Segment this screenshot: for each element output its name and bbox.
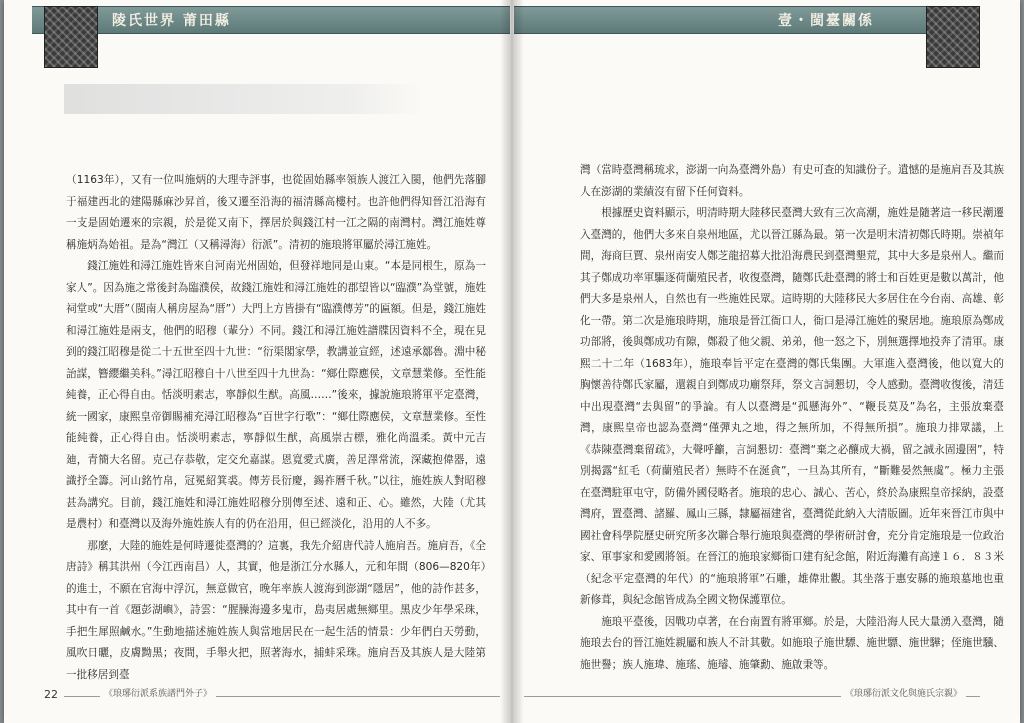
left-body-text [66,170,486,686]
page-number: 22 [44,688,58,701]
left-footer-text: 《琅琊衍派系族譜門外子》 [100,686,216,699]
right-paragraph: 施琅平臺後，因戰功卓著，在台南置有將軍鄉。於是，大陸沿海人民大量湧入臺灣，隨施琅去台的晉江施姓親屬和族人不計其數。如施琅子施世驃、施世驃、施世驊；侄施世驥、施世譽；族人施瑋、施瑤、施璿、施肇勳、施啟秉等。 [580,615,1004,671]
left-page [4,0,510,723]
left-paragraph: 那麼，大陸的施姓是何時遷徙臺灣的？這裏，我先介紹唐代詩人施肩吾。施肩吾，《全唐詩》稱其洪州（今江西南昌）人，其實，他是浙江分水縣人，元和年間（806—820年）的進士，不願在官海中浮沉，無意做官，晚年率族人渡海到澎湖“隱居”，他的詩作甚多，其中有一首《題彭湖嶼》，詩雲：“腥臊海邊多鬼市，島夷居處無鄉里。黑皮少年學采珠，手把生犀照鹹水。”生動地描述施姓族人與當地居民在一起生活的情景：少年們白天勞動，風吹日曬，皮膚黝黑；夜間，手舉火把，照著海水，捕蚌采珠。施肩吾及其族人是大陸第一批移居到臺 [66,539,486,681]
right-header-title: 壹・閩臺關係 [778,13,874,29]
left-header-band [32,6,510,34]
right-header-band [514,6,960,34]
lattice-emblem-icon [926,6,980,68]
right-paragraph: 根據歷史資料顯示，明清時期大陸移民臺灣大致有三次高潮，施姓是隨著這一移民潮遷入臺灣的，他們大多來自泉州地區，尤以晉江縣為最。第一次是明末清初鄭氏時期。崇禎年間，海商巨賈、泉州南安人鄭芝龍招募大批沿海農民到臺灣墾荒，其中大多是泉州人。繼而其子鄭成功率軍驅逐荷蘭殖民者，收復臺灣，隨鄭氏赴臺灣的將士和百姓更是數以萬計，他們大多是泉州人，自然也有一些施姓民眾。這時期的大陸移民大多居住在今台南、高雄、彰化一帶。第二次是施琅時期，施琅是晉江衙口人，衙口是潯江施姓的聚居地。施琅原為鄭成功部將，後與鄭成功有隙，鄭殺了他父親、弟弟，他一怒之下，別無選擇地投奔了清軍。康熙二十二年（1683年），施琅奉旨平定在臺灣的鄭氏集團。大軍進入臺灣後，他以寬大的胸懷善待鄭氏家屬，還親自到鄭成功廟祭拜，祭文言詞懇切，令人感動。臺灣收復後，清廷中出現臺灣“去與留”的爭論。有人以臺灣是“孤懸海外”、“鞭長莫及”為名，主張放棄臺灣，康熙皇帝也認為臺灣“僅彈丸之地，得之無所加，不得無所損”。施琅力排眾議，上《恭陳臺灣棄留疏》，大聲呼籲，言詞懇切：臺灣“棄之必釀成大禍，留之誠永固邊圉”，特別揭露“紅毛（荷蘭殖民者）無時不在涎貪”，一旦為其所有，“斷難晏然無虞”。極力主張在臺灣駐軍屯守，防備外國侵略者。施琅的忠心、誠心、苦心，終於為康熙皇帝採納，設臺灣府，置臺灣、諸羅、鳳山三縣，隸屬福建省，臺灣從此納入大清版圖。近年來晉江市與中國社會科學院歷史研究所多次聯合舉行施琅與臺灣的學術研討會，充分肯定施琅是一位政治家、軍事家和愛國將領。在晉江的施琅家鄉衙口建有紀念館，附近海灘有高達１６．８３米（紀念平定臺灣的年代）的“施琅將軍”石雕，雄偉壯觀。其坐落于惠安縣的施琅墓地也重新修葺，與紀念館皆成為全國文物保護單位。 [580,207,1004,606]
section-heading-strip [64,84,424,114]
left-paragraph: （1163年），又有一位叫施炳的大理寺評事，也從固始縣率領族人渡江入閩，他們先落腳于福建西北的建陽縣麻沙昇首，後又遷至沿海的福清縣高樓村。也許他們得知晉江沿海有一支是固始遷來的宗親，於是從又南下，擇居於與錢江村一江之隔的南灣村。灣江施姓尊稱施炳為始祖。是為“灣江（又稱潯海）衍派”。清初的施琅將軍屬於潯江施姓。 [66,174,486,251]
right-body-text [580,160,1004,676]
right-page [514,0,1020,723]
right-footer-text: 《琅琊衍派文化與施氏宗親》 [841,686,966,699]
right-paragraph: 灣（當時臺灣稱琉求，澎湖一向為臺灣外島）有史可查的知識份子。遺憾的是施肩吾及其族人在澎湖的業績沒有留下任何資料。 [580,164,1004,198]
left-header-title: 陵氏世界 莆田縣 [112,13,231,29]
left-paragraph: 錢江施姓和潯江施姓皆來自河南光州固始，但發祥地同是山東。“本是同根生，原為一家人”。因為施之常後封為臨濮侯，故錢江施姓和潯江施姓的郡望皆以“臨濮”為堂號，施姓祠堂或“大厝”（閩南人稱房屋為“厝”）大門上方皆掛有“臨濮傳芳”的匾額。但是，錢江施姓和潯江施姓是兩支，他們的昭穆（輩分）不同。錢江和潯江施姓譜牒因資料不全，現在見到的錢江昭穆是從二十五世至四十九世：“衍渠閣家學，教講並宣經，述遠承鄒魯。淵中秘詒謀，簪纓繼美科。”潯江昭穆自十八世至四十九世為：“鄉仕際應侯，文章慧業修。至性能純養，正心得自由。恬淡明素志，寧靜似生猷。高風……”後來，據說施琅將軍平定臺灣，統一國家，康熙皇帝御賜補充潯江昭穆為“百世字行歌”：“鄉仕際應侯，文章慧業修。至性能純養，正心得自由。恬淡明素志，寧靜似生猷，高風崇古標，雅化尚溫柔。黃中元吉廸，青簡大名留。克己存恭敬，定交允嘉謀。恩寬愛式廣，善足澤常流，深藏抱偉器，遠識抒全籌。河山銘竹帛，冠冕紹箕裘。傳芳長衍慶，錫祚曆千秋。”以往，施姓族人對昭穆甚為講究。目前，錢江施姓和潯江施姓昭穆分別傳至述、遠和正、心。雖然，大陸（尤其是農村）和臺灣以及海外施姓族人有的仍在沿用，但已經淡化，沿用的人不多。 [66,260,486,530]
lattice-emblem-icon [44,6,98,68]
book-spread [4,0,1020,723]
